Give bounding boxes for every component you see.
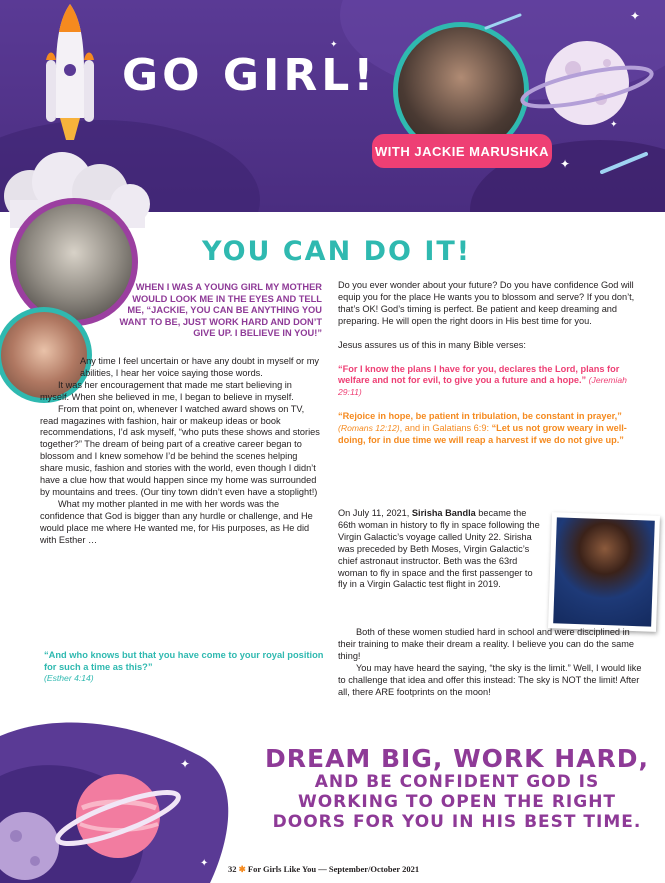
star-icon: ✦ <box>560 157 571 171</box>
quote-text: “Rejoice in hope, be patient in tribulation, be constant in prayer,” <box>338 411 622 422</box>
paragraph: Do you ever wonder about your future? Do you have confidence God will equip you for the place He wants you to blossom and serve? If you don’t, that’s OK! God’s timing is perfect. Be patient and keep dreaming and preparing. He will open the right doors in His best time for you. <box>338 280 635 326</box>
slogan-line: DOORS FOR YOU IN HIS BEST TIME. <box>272 811 642 832</box>
page-title: GO GIRL! <box>122 50 378 101</box>
paragraph: You may have heard the saying, “the sky is the limit.” Well, I would like to challenge that idea and offer this instead: The sky is NOT the limit! After all, there ARE footprints on the moon! <box>338 662 642 697</box>
intro-paragraph: WHEN I WAS A YOUNG GIRL MY MOTHER WOULD LOOK ME IN THE EYES AND TELL ME, “JACKIE, YOU CAN BE ANYTHING YOU WANT TO BE, JUST WORK HARD AND DON’T GIVE UP. I BELIEVE IN YOU!” <box>119 282 322 338</box>
rocket-icon <box>30 0 110 150</box>
paragraph: Jesus assures us of this in many Bible verses: <box>338 339 526 350</box>
svg-text:✦: ✦ <box>180 757 191 771</box>
person-name: Sirisha Bandla <box>411 508 476 518</box>
romans-galatians-quote <box>338 411 642 447</box>
slogan <box>262 746 652 832</box>
comet-icon <box>600 150 650 174</box>
sirisha-paragraph <box>338 508 543 591</box>
paragraph-text: became the 66th woman in history to fly in space following the Virgin Galactic’s voyage called Unity 22. Sirisha was preceded by Beth Moses, Virgin Galactic’s chief astronaut instructor. Beth was the 63rd woman to fly in space and the first passenger to fly in a Virgin Galactic test flight in 2019. <box>338 508 540 590</box>
slogan-line: DREAM BIG, WORK HARD, <box>264 744 649 773</box>
space-illustration <box>0 716 230 883</box>
star-icon: ✱ <box>238 864 246 874</box>
esther-quote <box>44 650 326 685</box>
right-column <box>338 280 642 459</box>
article-subtitle: YOU CAN DO IT! <box>202 236 472 267</box>
paragraph: Both of these women studied hard in school and were disciplined in their training to make their dream a reality. I believe you can do the same thing! <box>338 627 635 661</box>
jeremiah-quote <box>338 364 642 400</box>
paragraph-lead: On July 11, 2021, <box>338 508 410 518</box>
comet-icon <box>484 12 524 30</box>
closing-paragraphs <box>338 627 642 698</box>
paragraph: Any time I feel uncertain or have any doubt in myself or my abilities, I hear her voice saying those words. <box>80 356 319 378</box>
quote-reference: (Jeremiah 29:11) <box>338 375 627 398</box>
byline-badge: WITH JACKIE MARUSHKA <box>372 134 552 168</box>
page-number: 32 <box>228 864 237 874</box>
quote-reference: (Esther 4:14) <box>44 673 94 683</box>
slogan-line: WORKING TO OPEN THE RIGHT <box>297 792 617 813</box>
star-icon: ✦ <box>630 9 641 23</box>
slogan-line: AND BE CONFIDENT GOD IS <box>314 772 600 793</box>
quote-text: “For I know the plans I have for you, declares the Lord, plans for welfare and not for evil, to give you a future and a hope.” <box>338 363 620 386</box>
star-icon: ✦ <box>330 39 338 49</box>
paragraph: What my mother planted in me with her words was the confidence that God is bigger than any hurdle or challenge, and He would place me where He wanted me, for His purposes, as He did with Esther … <box>40 498 313 545</box>
page-footer <box>228 864 419 875</box>
svg-text:✦: ✦ <box>200 858 209 869</box>
quote-reference: (Romans 12:12) <box>338 423 400 434</box>
publication-name: For Girls Like You — September/October 2021 <box>247 864 420 874</box>
left-column <box>40 356 322 547</box>
star-icon: ✦ <box>610 119 618 129</box>
quote-text: “And who knows but that you have come to your royal position for such a time as this?” <box>44 650 324 672</box>
paragraph: From that point on, whenever I watched award shows on TV, read magazines with fashion, hair or makeup ideas or book recommendations, I’d ask myself, “who puts these shows and stories together?” The dream of being part of a creative career began to blossom and I knew somehow I’d be behind the scenes helping share music, fashion and stories with the world, even though I didn’t have a clue how that would happen since my home was surrounded by mountains and trees. (Our tiny town didn’t even have a stoplight!) <box>40 403 320 497</box>
sirisha-photo <box>548 512 660 632</box>
quote-connector: , and in Galatians 6:9: <box>399 423 490 434</box>
quote-text: “Let us not grow weary in well-doing, for in due time we will reap a harvest if we do not give up.” <box>338 423 627 446</box>
planet-icon <box>515 25 655 145</box>
paragraph: It was her encouragement that made me start believing in myself. When she believed in me, I began to believe in myself. <box>40 379 294 402</box>
